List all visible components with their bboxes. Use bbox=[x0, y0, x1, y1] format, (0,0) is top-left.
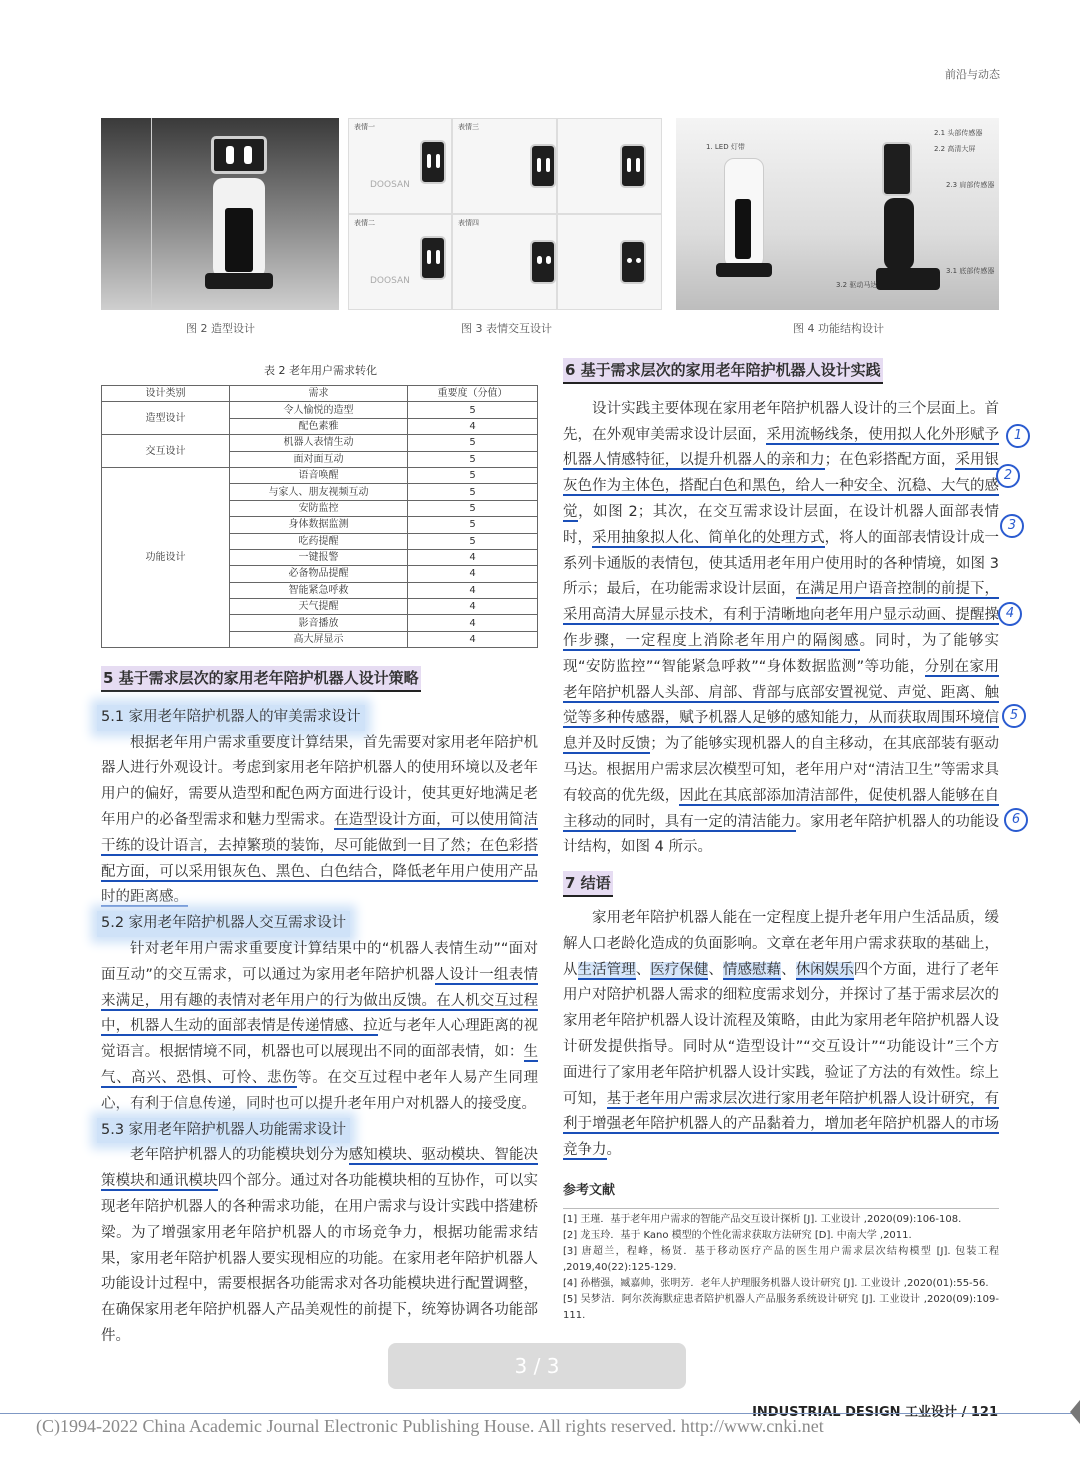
table-category: 交互设计 bbox=[102, 435, 230, 468]
face-screen-4 bbox=[420, 236, 446, 280]
annotation-circle-3: 3 bbox=[1000, 514, 1024, 538]
robot-eye-left bbox=[226, 146, 234, 164]
keyword-highlight: 休闲娱乐 bbox=[795, 961, 854, 978]
highlight-run: 因此在其底部添加清洁部件，促使机器人能够在自主移动的同时，具有一定的清洁能力 bbox=[563, 787, 1000, 830]
table-need: 天气提醒 bbox=[230, 599, 408, 615]
annotation-circle-5: 5 bbox=[1002, 704, 1026, 728]
face-eye bbox=[436, 154, 440, 168]
text-run: ；为了能够实现机器人的自主移动，在其底部装有驱动马达。根据用户需求层次模型可知，老年用户对“清洁卫生”等需求具有较高的优先级， bbox=[563, 736, 1000, 804]
table-score: 4 bbox=[408, 582, 538, 598]
requirements-table bbox=[101, 385, 538, 648]
highlight-run: 在造型设计方面，可以使用简洁干练的设计语言，去掉繁琐的装饰，尽可能做到一目了然；在色彩搭配方面，可以采用银灰色、黑色、白色结合，降低老年用户使用产品时的距离感。 bbox=[101, 811, 539, 906]
section-5-3-paragraph bbox=[101, 1143, 538, 1349]
text-run: 、 bbox=[781, 961, 796, 978]
table-score: 4 bbox=[408, 566, 538, 582]
face-screen-3 bbox=[620, 144, 646, 188]
journal-footer: INDUSTRIAL DESIGN 工业设计 / 121 bbox=[752, 1405, 998, 1420]
figure-4-caption: 图 4 功能结构设计 bbox=[793, 322, 884, 335]
robot-right-head bbox=[882, 142, 912, 196]
section-5-1-title: 5.1 家用老年陪护机器人的审美需求设计 bbox=[97, 705, 365, 731]
table-score: 4 bbox=[408, 418, 538, 434]
text-run: 。家用老年陪护机器人的功能设计结构，如图 4 所示。 bbox=[563, 813, 1000, 856]
running-header: 前沿与动态 bbox=[945, 68, 1000, 81]
face-eye bbox=[636, 258, 641, 263]
face-eye bbox=[636, 158, 640, 172]
text-run: 近与老年人心理距离的视觉语言。根据情境不同，机器也可以展现出不同的面部表情，如： bbox=[101, 1018, 539, 1061]
face-eye bbox=[537, 256, 542, 264]
highlight-run: 在满足用户语音控制的前提下，采用高清大屏显示技术，有利于清晰地向老年用户显示动画、提醒操作步骤，一定程度上消除老年用户的隔阂感 bbox=[563, 581, 1000, 649]
reference-item: [2] 龙玉玲．基于 Kano 模型的个性化需求获取方法研究 [D]. 中南大学 ,2011. bbox=[563, 1229, 912, 1241]
text-run: ，将人的面部表情设计成一系列卡通版的表情包，使其适用老年用户使用时的各种情境，如图 3 所示；最后，在功能需求设计层面， bbox=[563, 529, 1000, 598]
expression-label-4: 表情四 bbox=[458, 219, 479, 227]
references-title: 参考文献 bbox=[563, 1182, 616, 1198]
table-header: 重要度（分值） bbox=[408, 386, 538, 402]
brand-watermark-1: DOOSAN bbox=[370, 180, 410, 190]
face-eye bbox=[546, 158, 550, 172]
highlight-run: 感知模块、驱动模块、智能决策模块和通讯模块 bbox=[101, 1147, 539, 1190]
table-need: 面对面互动 bbox=[230, 451, 408, 467]
lamp-pole bbox=[151, 118, 152, 310]
face-eye bbox=[537, 158, 541, 172]
reference-item: [5] 吴梦洁．阿尔茨海默症患者陪护机器人产品服务系统设计研究 [J]. 工业设计 ,2020(09):109-111. bbox=[563, 1293, 999, 1321]
table-score: 5 bbox=[408, 451, 538, 467]
robot-right-body bbox=[884, 198, 914, 270]
text-run: 。 bbox=[606, 1142, 621, 1159]
table-need: 吃药提醒 bbox=[230, 533, 408, 549]
table-score: 5 bbox=[408, 435, 538, 451]
table-row bbox=[102, 435, 538, 451]
keyword-highlight: 医疗保健 bbox=[650, 961, 709, 978]
annotation-circle-1: 1 bbox=[1006, 424, 1030, 448]
face-screen-2 bbox=[530, 144, 556, 188]
highlight-run: 生气、高兴、恐惧、可怜、悲伤 bbox=[101, 1044, 538, 1086]
table-need: 高大屏显示 bbox=[230, 631, 408, 647]
face-screen-1 bbox=[420, 140, 446, 184]
table-row bbox=[102, 467, 538, 483]
expression-label-1: 表情一 bbox=[354, 123, 375, 131]
table-need: 一键报警 bbox=[230, 549, 408, 565]
robot-screen-head bbox=[211, 136, 267, 174]
figure-2-image bbox=[101, 118, 339, 310]
highlight-run: 人设计一组表情来满足，用有趣的表情对老年用户的行为做出反馈。 bbox=[101, 966, 538, 1009]
highlight-run: 采用流畅线条，使用拟人化外形赋予机器人情感特征，以提升机器人的亲和力 bbox=[563, 426, 1000, 469]
table-header: 需求 bbox=[230, 386, 408, 402]
text-run: 、 bbox=[708, 961, 723, 978]
text-run: 四个部分。通过对各功能模块相的互协作，可以实现老年陪护机器人的各种需求功能，在用户需求与设计实践中搭建桥梁。为了增强家用老年陪护机器人的市场竞争力，根据功能需求结果，家用老年陪护机器人要实现相应的功能。在家用老年陪护机器人功能设计过程中，需要根据各功能需求对各功能模块进行配置调整，在确保家用老年陪护机器人产品美观性的前提下，统筹协调各功能部件。 bbox=[101, 1173, 539, 1344]
callout-screen: 2.2 高清大屏 bbox=[934, 145, 976, 153]
table-need: 令人愉悦的造型 bbox=[230, 402, 408, 418]
face-eye bbox=[627, 258, 632, 263]
references-divider bbox=[563, 1208, 999, 1209]
text-run: 老年陪护机器人的功能模块划分为 bbox=[130, 1147, 349, 1164]
table-need: 机器人表情生动 bbox=[230, 435, 408, 451]
expression-cell-3 bbox=[557, 118, 662, 214]
robot-panel bbox=[735, 199, 751, 259]
face-eye bbox=[436, 250, 440, 264]
highlight-run: 采用银灰色作为主体色，搭配白色和黑色，给人一种安全、沉稳、大气的感觉 bbox=[563, 452, 1000, 520]
expression-label-2: 表情二 bbox=[354, 219, 375, 227]
table-need: 安防监控 bbox=[230, 500, 408, 516]
text-run: 针对老年用户需求重要度计算结果中的“机器人表情生动”“面对面互动”的交互需求，可以通过为家用老年陪护机器 bbox=[101, 940, 538, 983]
table-need: 配色素雅 bbox=[230, 418, 408, 434]
table-score: 5 bbox=[408, 402, 538, 418]
robot-eye-right bbox=[244, 146, 252, 164]
table-need: 影音播放 bbox=[230, 615, 408, 631]
figure-4-image bbox=[676, 118, 999, 310]
reference-item: [4] 孙楷强，臧嘉帅，张明芳．老年人护理服务机器人设计研究 [J]. 工业设计 ,2020(01):55-56. bbox=[563, 1277, 989, 1289]
table-need: 身体数据监测 bbox=[230, 517, 408, 533]
section-5-3-title: 5.3 家用老年陪护机器人功能需求设计 bbox=[97, 1118, 350, 1144]
robot-base bbox=[716, 263, 772, 277]
section-6-paragraph bbox=[563, 397, 999, 861]
robot-left-view bbox=[724, 158, 764, 268]
robot-front-panel bbox=[225, 208, 253, 272]
annotation-circle-6: 6 bbox=[1004, 808, 1028, 832]
annotation-circle-2: 2 bbox=[996, 464, 1020, 488]
table-row bbox=[102, 402, 538, 418]
robot-base bbox=[205, 273, 273, 289]
text-run: 设计实践主要体现在家用老年陪护机器人设计的三个层面上。首先，在外观审美需求设计层面， bbox=[563, 400, 999, 443]
text-run: 等。在交互过程中老年人易产生同理心，有利于信息传递，同时也可以提升老年用户对机器人的接受度。 bbox=[101, 1069, 539, 1112]
face-eye bbox=[427, 154, 431, 168]
callout-head-sensor: 2.1 头部传感器 bbox=[934, 129, 983, 137]
table-header-row bbox=[102, 386, 538, 402]
callout-motor: 3.2 驱动马达 bbox=[836, 281, 878, 289]
table-score: 5 bbox=[408, 467, 538, 483]
robot-body bbox=[213, 178, 265, 278]
face-eye bbox=[546, 256, 551, 264]
table-category: 功能设计 bbox=[102, 467, 230, 647]
section-5-2-paragraph bbox=[101, 937, 538, 1118]
highlight-run: 在人机交互过程中，机器人生动的 bbox=[101, 992, 539, 1035]
highlight-run: 面部表情是传递情感、拉 bbox=[217, 1018, 378, 1035]
reference-item: [1] 王瑾．基于老年用户需求的智能产品交互设计探析 [J]. 工业设计 ,2020(09):106-108. bbox=[563, 1213, 962, 1225]
expression-cell-6 bbox=[557, 214, 662, 310]
table-score: 4 bbox=[408, 631, 538, 647]
table-score: 4 bbox=[408, 549, 538, 565]
copyright-notice: (C)1994-2022 China Academic Journal Electronic Publishing House. All rights reserved. http://www.cnki.net bbox=[36, 1416, 824, 1436]
callout-led: 1. LED 灯带 bbox=[706, 143, 745, 151]
highlight-run: 采用抽象拟人化、简单化的处理方式 bbox=[592, 529, 825, 546]
text-run: 家用老年陪护机器人能在一定程度上提升老年用户生活品质，缓解人口老龄化造成的负面影响。文章在老年用户需求获取的基础上，从 bbox=[563, 909, 999, 978]
table-category: 造型设计 bbox=[102, 402, 230, 435]
table-score: 4 bbox=[408, 615, 538, 631]
callout-shoulder-sensor: 2.3 肩部传感器 bbox=[946, 181, 995, 189]
footer-divider bbox=[0, 1413, 1080, 1414]
table-header: 设计类别 bbox=[102, 386, 230, 402]
expression-label-3: 表情三 bbox=[458, 123, 479, 131]
highlight-run: 分别在家用老年陪护机器人头部、肩部、背部与底部安置视觉、声觉、距离、触觉等多种传感器，赋予机器人足够的感知能力，从而获取周围环境信息并及时反馈 bbox=[563, 658, 999, 753]
section-6-title: 6 基于需求层次的家用老年陪护机器人设计实践 bbox=[563, 358, 883, 384]
keyword-highlight: 生活管理 bbox=[577, 961, 636, 978]
table-need: 与家人、朋友视频互动 bbox=[230, 484, 408, 500]
callout-bottom-sensor: 3.1 底部传感器 bbox=[946, 267, 995, 275]
table-need: 智能紧急呼救 bbox=[230, 582, 408, 598]
section-7-paragraph bbox=[563, 906, 999, 1164]
table-need: 语音唤醒 bbox=[230, 467, 408, 483]
brand-watermark-2: DOOSAN bbox=[370, 276, 410, 286]
section-7-title: 7 结语 bbox=[563, 871, 613, 897]
text-run: 、 bbox=[635, 961, 651, 978]
right-column bbox=[563, 358, 999, 1324]
text-run: ；在色彩搭配方面， bbox=[824, 452, 956, 469]
left-column bbox=[101, 666, 538, 1350]
table-need: 必备物品提醒 bbox=[230, 566, 408, 582]
robot-base bbox=[876, 268, 940, 290]
section-5-title: 5 基于需求层次的家用老年陪护机器人设计策略 bbox=[101, 666, 421, 692]
figure-3-image bbox=[348, 118, 662, 310]
section-5-2-title: 5.2 家用老年陪护机器人交互需求设计 bbox=[97, 911, 350, 937]
next-page-arrow-icon[interactable] bbox=[1070, 1400, 1080, 1424]
highlight-run: 基于老年用户需求层次进行家用老年陪护机器人设计研究，有利于增强老年陪护机器人的产品黏着力，增加老年陪护机器人的市场竞争力 bbox=[563, 1090, 1000, 1159]
page-indicator[interactable]: 3 / 3 bbox=[388, 1343, 686, 1389]
text-run: 四个方面，进行了老年用户对陪护机器人需求的细粒度需求划分，并探讨了基于需求层次的家用老年陪护机器人设计流程及策略，由此为家用老年陪护机器人设计研发提供指导。同时从“造型设计”“交互设计”“功能设计”三个方面进行了家用老年陪护机器人设计实践，验证了方法的有效性。综上可知， bbox=[563, 961, 1000, 1107]
text-run: 。同时，为了能够实现“安防监控”“智能紧急呼救”“身体数据监测”等功能， bbox=[563, 632, 999, 675]
figure-2-caption: 图 2 造型设计 bbox=[186, 322, 255, 335]
text-run: 根据老年用户需求重要度计算结果，首先需要对家用老年陪护机器人进行外观设计。考虑到家用老年陪护机器人的使用环境以及老年用户的偏好，需要从造型和配色两方面进行设计，使其更好地满足老年用户的必备型需求和魅力型需求。 bbox=[101, 734, 538, 828]
reference-item: [3] 唐超兰，程峰，杨贤．基于移动医疗产品的医生用户需求层次结构模型 [J]. 包装工程 ,2019,40(22):125-129. bbox=[563, 1245, 999, 1273]
text-run: ，如图 2；其次，在交互需求设计层面，在设计机器人面部表情时， bbox=[563, 503, 999, 546]
face-screen-6 bbox=[620, 240, 646, 284]
annotation-circle-4: 4 bbox=[998, 602, 1022, 626]
table-score: 5 bbox=[408, 517, 538, 533]
table-score: 5 bbox=[408, 484, 538, 500]
table-score: 4 bbox=[408, 599, 538, 615]
table-score: 5 bbox=[408, 533, 538, 549]
figure-3-caption: 图 3 表情交互设计 bbox=[461, 322, 552, 335]
table-title: 表 2 老年用户需求转化 bbox=[264, 364, 377, 377]
keyword-highlight: 情感慰藉 bbox=[722, 961, 782, 978]
section-5-1-paragraph bbox=[101, 731, 538, 912]
face-screen-5 bbox=[530, 240, 556, 284]
face-eye bbox=[627, 158, 631, 172]
table-score: 5 bbox=[408, 500, 538, 516]
face-eye bbox=[427, 250, 431, 264]
